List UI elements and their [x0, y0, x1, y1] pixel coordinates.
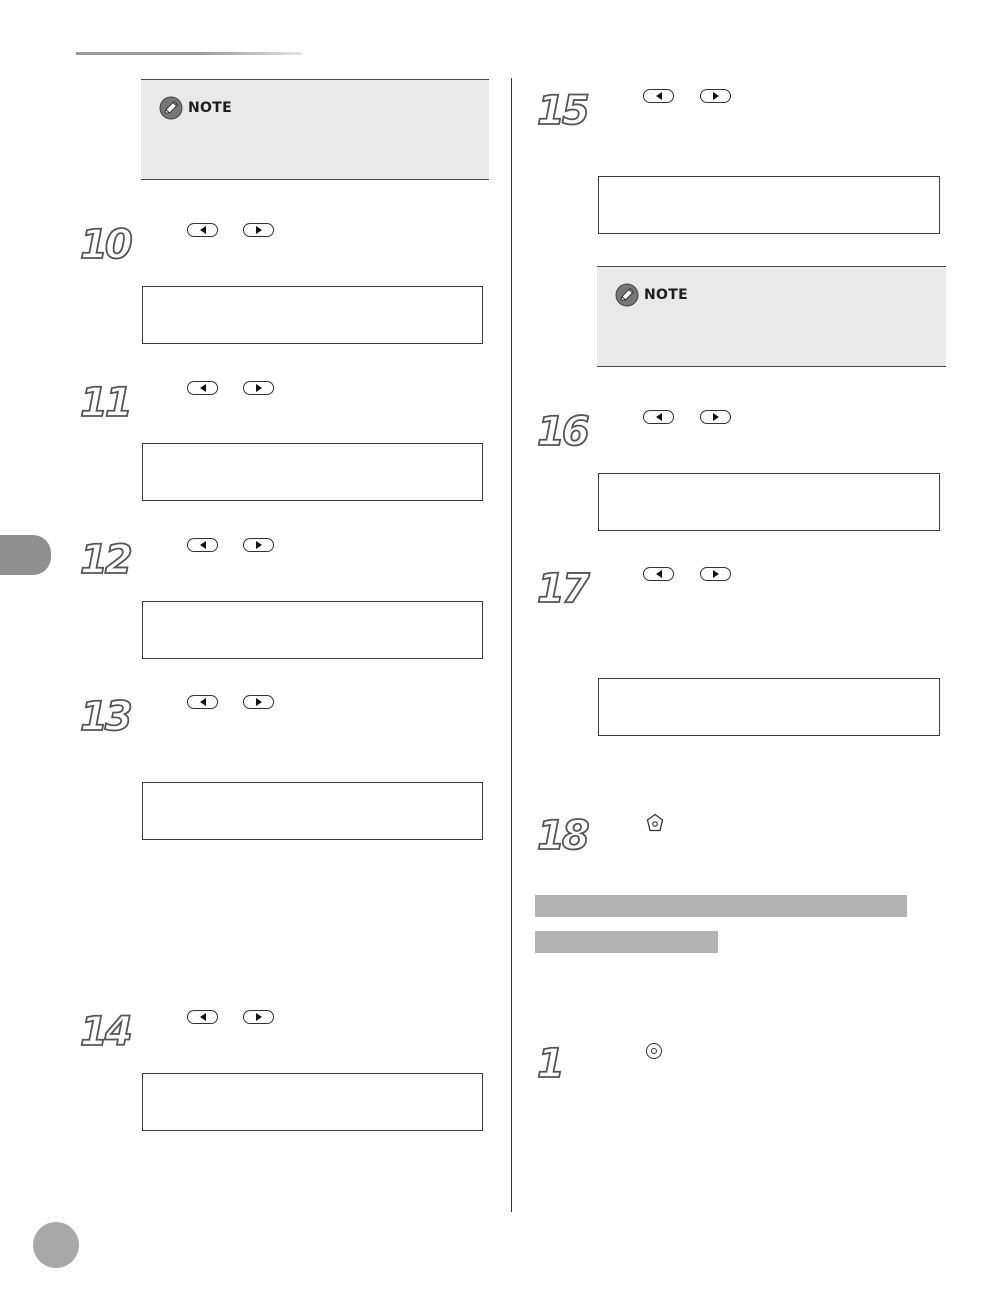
lcd-display [142, 782, 483, 840]
step-number: 12 [80, 537, 130, 583]
note-box [597, 266, 946, 367]
lcd-display [142, 601, 483, 659]
left-arrow-key-icon [187, 1010, 218, 1024]
right-arrow-key-icon [243, 695, 274, 709]
step-number: 1 [537, 1041, 562, 1087]
left-arrow-key-icon [187, 695, 218, 709]
step-number: 10 [80, 222, 130, 268]
note-label: NOTE [188, 100, 232, 116]
lcd-display [598, 176, 940, 234]
pencil-icon [159, 96, 183, 120]
section-heading-line [535, 895, 907, 917]
lcd-display [142, 286, 483, 344]
right-arrow-key-icon [700, 567, 731, 581]
round-key-icon [646, 1043, 662, 1059]
note-label: NOTE [644, 287, 688, 303]
step-number: 13 [80, 694, 130, 740]
lcd-display [142, 443, 483, 501]
column-divider [511, 78, 512, 1212]
right-arrow-key-icon [243, 381, 274, 395]
lcd-display [598, 473, 940, 531]
right-arrow-key-icon [243, 223, 274, 237]
left-arrow-key-icon [643, 410, 674, 424]
page-number-circle [33, 1222, 79, 1268]
right-arrow-key-icon [700, 410, 731, 424]
lcd-display [142, 1073, 483, 1131]
right-arrow-key-icon [243, 538, 274, 552]
step-number: 16 [537, 409, 587, 455]
left-arrow-key-icon [643, 567, 674, 581]
note-box [141, 79, 489, 180]
left-arrow-key-icon [187, 538, 218, 552]
left-arrow-key-icon [187, 223, 218, 237]
pencil-icon [615, 283, 639, 307]
step-number: 14 [80, 1009, 130, 1055]
header-rule [76, 52, 302, 55]
lcd-display [598, 678, 940, 736]
section-heading [535, 895, 907, 967]
step-number: 18 [537, 813, 587, 859]
right-arrow-key-icon [243, 1010, 274, 1024]
left-arrow-key-icon [643, 89, 674, 103]
stop-key-icon [645, 813, 665, 833]
right-arrow-key-icon [700, 89, 731, 103]
step-number: 15 [537, 88, 587, 134]
left-arrow-key-icon [187, 381, 218, 395]
step-number: 17 [537, 566, 587, 612]
step-number: 11 [80, 380, 130, 426]
chapter-tab [0, 535, 51, 575]
section-heading-line [535, 931, 718, 953]
